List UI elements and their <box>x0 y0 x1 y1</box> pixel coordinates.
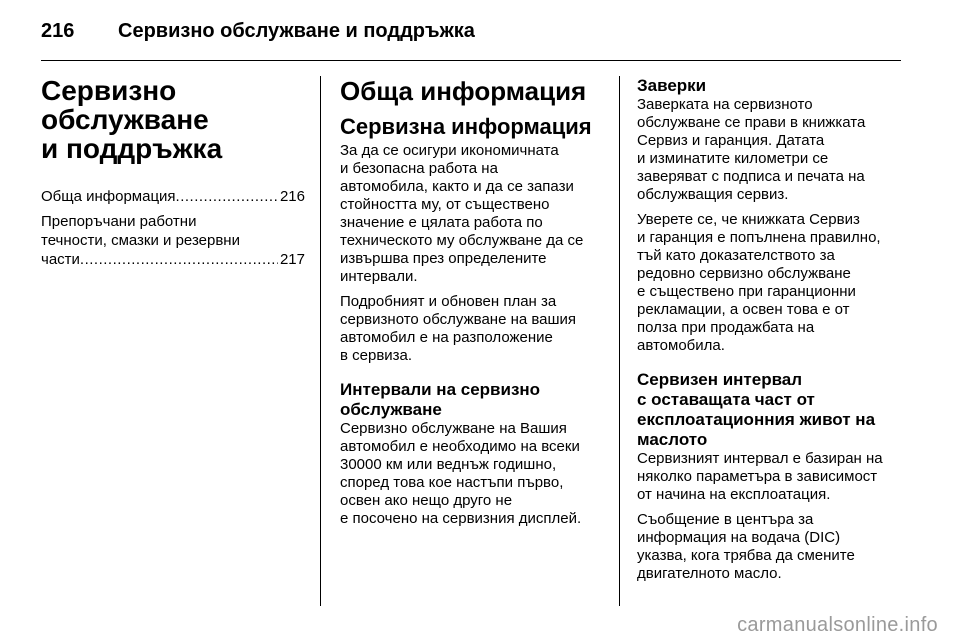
toc-entry-label: части <box>41 251 80 268</box>
paragraph-service-purpose: За да се осигури икономичната и безопасна работа на автомобила, както и да се запази стойността му, от съществено значение е цялата работа по техническото му обслужване да се извършва през определените интервали. <box>340 142 584 285</box>
chapter-title: Сервизно обслужване и поддръжка <box>41 75 223 164</box>
toc-entry-label-line: течности, смазки и резервни <box>41 232 240 249</box>
subheading-service-info: Сервизна информация <box>340 114 592 139</box>
subheading-oil-life: Сервизен интервал с оставащата част от експлоатационния живот на маслото <box>637 370 876 449</box>
page-number: 216 <box>41 20 75 42</box>
toc-entry-label: Обща информация <box>41 188 176 205</box>
paragraph-confirmations: Заверката на сервизното обслужване се прави в книжката Сервиз и гаранция. Датата и изминатите километри се заверяват с подписа и печата на обслужващия сервиз. <box>637 96 866 203</box>
toc-entry-page: 216 <box>279 188 305 205</box>
toc-entry-general-info[interactable] <box>41 187 305 206</box>
header-divider <box>41 60 901 61</box>
paragraph-service-plan: Подробният и обновен план за сервизното обслужване на вашия автомобил е на разположение в сервиза. <box>340 293 577 364</box>
paragraph-interval-basis: Сервизният интервал е базиран на няколко параметъра в зависимост от начина на експлоатация. <box>637 450 883 503</box>
toc-leader <box>80 250 278 269</box>
toc-entry-label-line: Препоръчани работни <box>41 213 197 230</box>
subheading-confirmations: Заверки <box>637 76 707 95</box>
section-heading-general-info: Обща информация <box>340 76 587 106</box>
confirmations-column <box>637 76 907 590</box>
paragraph-booklet: Уверете се, че книжката Сервиз и гаранция е попълнена правилно, тъй като доказателството за редовно сервизно обслужване е съществено при гаранционни рекламации, а освен това е от полза при продажбата на автомобила. <box>637 211 881 354</box>
running-title: Сервизно обслужване и поддръжка <box>118 20 475 42</box>
subheading-service-intervals: Интервали на сервизно обслужване <box>340 380 541 419</box>
paragraph-service-intervals: Сервизно обслужване на Вашия автомобил е необходимо на всеки 30000 км или веднъж годишно, според това кое настъпи първо, освен ако нещо друго не е посочено на сервизния дисплей. <box>340 420 582 527</box>
general-info-column <box>340 76 608 535</box>
toc-entry-page: 217 <box>279 251 305 268</box>
toc-entry-fluids[interactable] <box>41 212 305 269</box>
column-divider-2 <box>619 76 620 606</box>
paragraph-dic-message: Съобщение в центъра за информация на водача (DIC) указва, кога трябва да смените двигателното масло. <box>637 511 855 582</box>
page-header <box>41 12 911 50</box>
column-divider-1 <box>320 76 321 606</box>
watermark: carmanualsonline.info <box>737 614 938 636</box>
chapter-column <box>41 76 305 275</box>
toc-leader <box>176 187 278 206</box>
